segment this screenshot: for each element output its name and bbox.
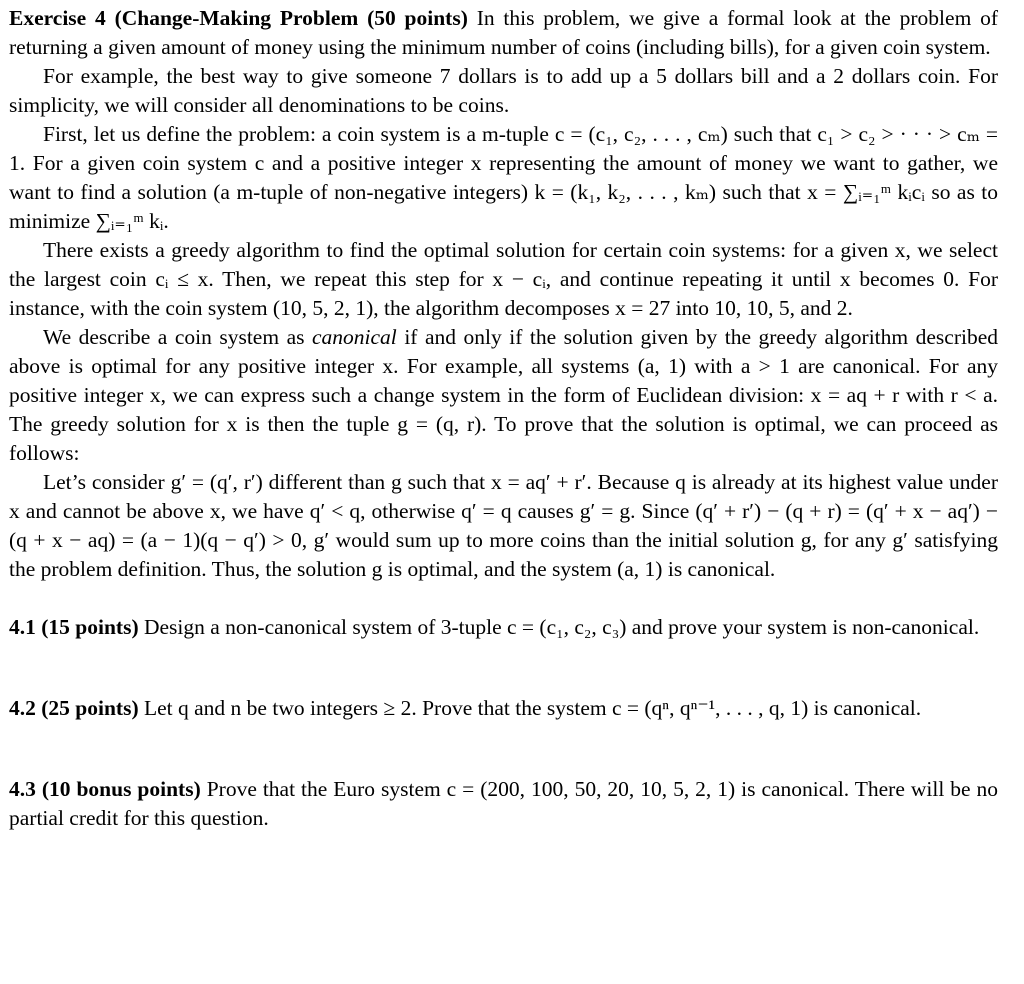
question-text: Let q and n be two integers ≥ 2. Prove that the system c = (qⁿ, qⁿ⁻¹, . . . , q, 1) is canonical. [143,696,922,720]
question-text: Design a non-canonical system of 3-tuple c = (c₁, c₂, c₃) and prove your system is non-canonical. [143,615,980,639]
intro-text: In this problem, we give a formal look at the problem of returning a given amount of money using the minimum number of coins (including bills), for a given coin system. [9,6,999,59]
question-4-1 [9,613,998,642]
paragraph-definition: First, let us define the problem: a coin system is a m-tuple c = (c₁, c₂, . . . , cₘ) such that c₁ > c₂ > · · · > cₘ = 1. For a given coin system c and a positive integer x representing the amount of money we want to gather, we want to find a solution (a m-tuple of non-negative integers) k = (k₁, k₂, . . . , kₘ) such that x = ∑ᵢ₌₁ᵐ kᵢcᵢ so as to minimize ∑ᵢ₌₁ᵐ kᵢ. [9,122,998,233]
exercise-intro [9,4,998,62]
paragraph-example: For example, the best way to give someone 7 dollars is to add up a 5 dollars bill and a 2 dollars coin. For simplicity, we will consider all denominations to be coins. [9,64,998,117]
canonical-text-a: We describe a coin system as [43,325,305,349]
canonical-text-b: if and only if the solution given by the greedy algorithm described above is optimal for any positive integer x. For example, all systems (a, 1) with a > 1 are canonical. For any positive integer x, we can express such a change system in the form of Euclidean division: x = aq + r with r < a. The greedy solution for x is then the tuple g = (q, r). To prove that the solution is optimal, we can proceed as follows: [9,325,999,465]
paragraph-canonical [9,323,998,468]
question-4-3 [9,775,998,833]
question-text: Prove that the Euro system c = (200, 100, 50, 20, 10, 5, 2, 1) is canonical. There will be no partial credit for this question. [9,777,999,830]
question-label: 4.3 (10 bonus points) [9,777,201,801]
exercise-heading: Exercise 4 (Change-Making Problem (50 points) [9,6,468,30]
canonical-term: canonical [312,325,397,349]
paragraph-proof: Let’s consider g′ = (q′, r′) different than g such that x = aq′ + r′. Because q is already at its highest value under x and cannot be above x, we have q′ < q, otherwise q′ = q causes g′ = g. Since (q′ + r′) − (q + r) = (q′ + x − aq′) − (q + x − aq) = (a − 1)(q − q′) > 0, g′ would sum up to more coins than the initial solution g, for any g′ satisfying the problem definition. Thus, the solution g is optimal, and the system (a, 1) is canonical. [9,470,998,581]
paragraph-greedy: There exists a greedy algorithm to find the optimal solution for certain coin systems: for a given x, we select the largest coin cᵢ ≤ x. Then, we repeat this step for x − cᵢ, and continue repeating it until x becomes 0. For instance, with the coin system (10, 5, 2, 1), the algorithm decomposes x = 27 into 10, 10, 5, and 2. [9,238,998,320]
question-label: 4.1 (15 points) [9,615,139,639]
question-label: 4.2 (25 points) [9,696,139,720]
question-4-2 [9,694,998,723]
